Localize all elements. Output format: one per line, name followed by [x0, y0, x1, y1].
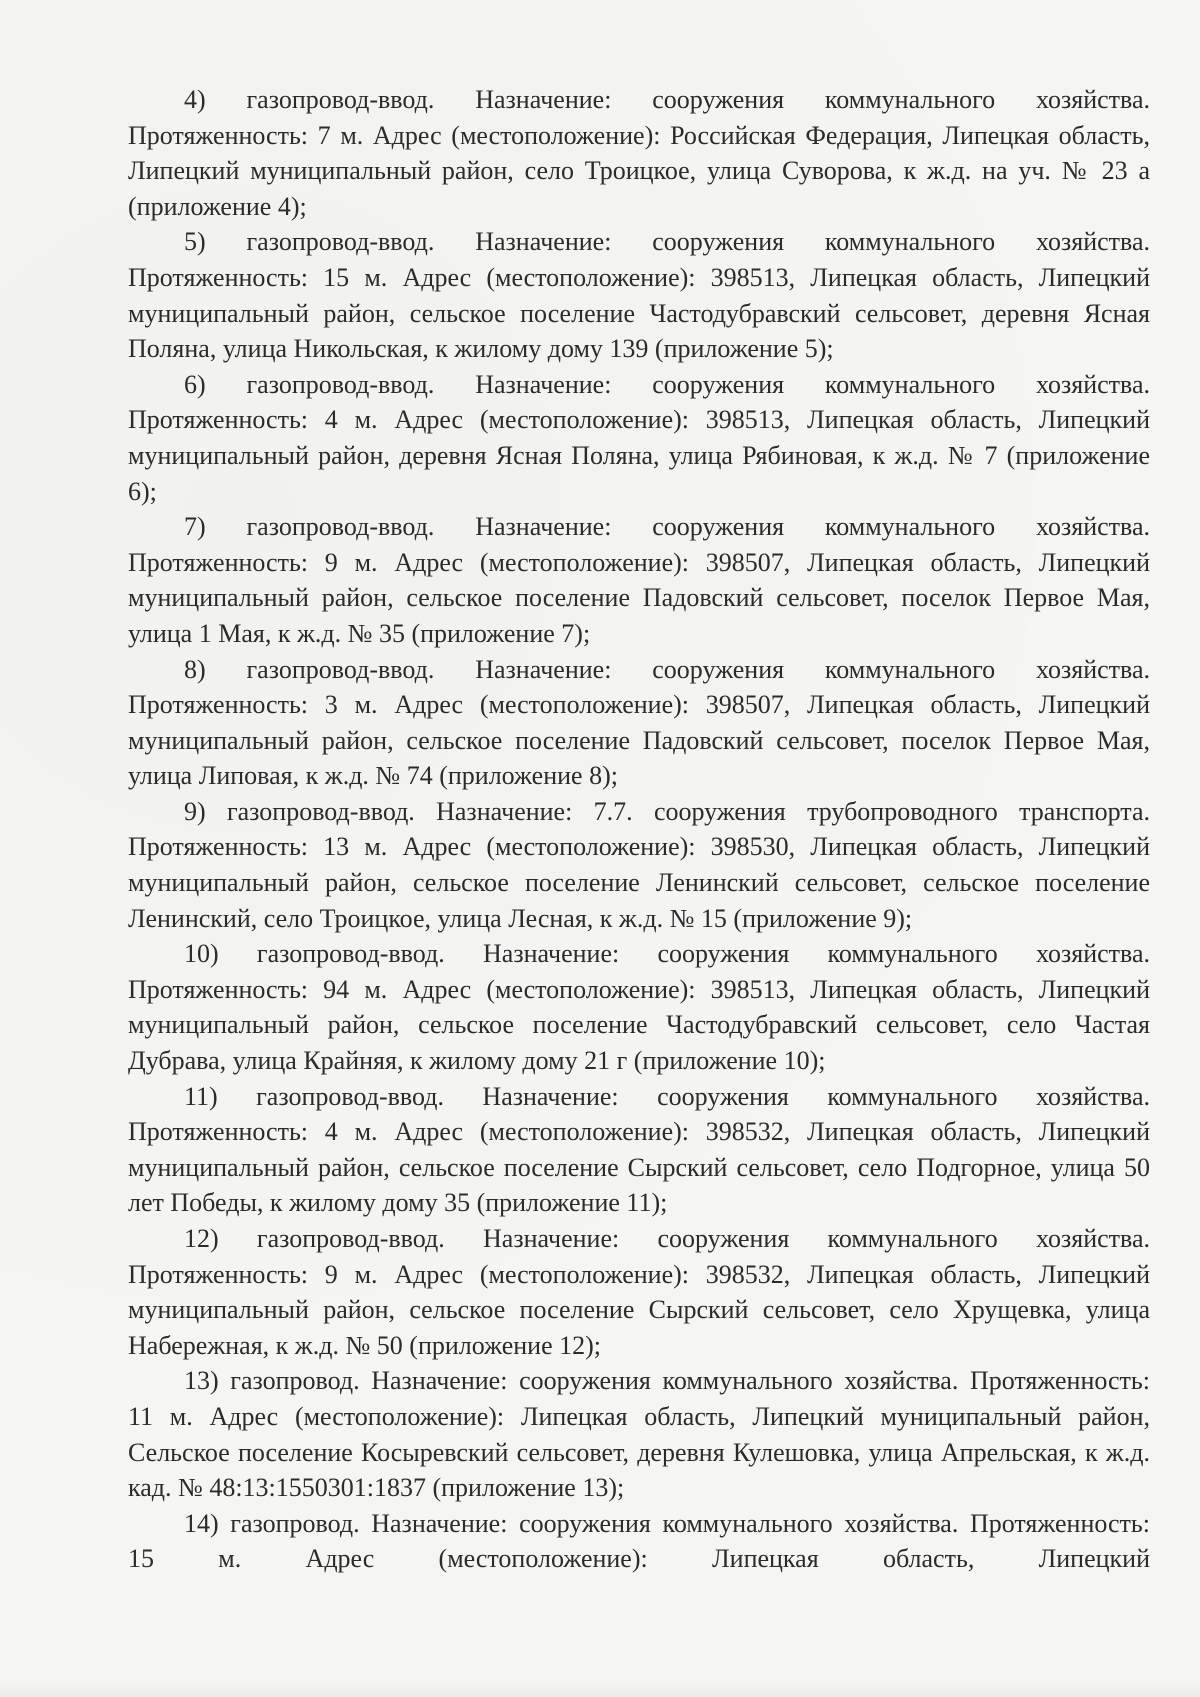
- list-item-10: 10) газопровод-ввод. Назначение: сооружения коммунального хозяйства. Протяженность: 94 м. Адрес (местоположение): 398513, Липецкая область, Липецкий муниципальный район, сельское поселение Частодубравский сельсовет, село Частая Дубрава, улица Крайняя, к жилому дому 21 г (приложение 10);: [128, 939, 1150, 1076]
- list-item-9: 9) газопровод-ввод. Назначение: 7.7. сооружения трубопроводного транспорта. Протяженность: 13 м. Адрес (местоположение): 398530, Липецкая область, Липецкий муниципальный район, сельское поселение Ленинский сельсовет, сельское поселение Ленинский, село Троицкое, улица Лесная, к ж.д. № 15 (приложение 9);: [128, 796, 1150, 933]
- list-item-12: 12) газопровод-ввод. Назначение: сооружения коммунального хозяйства. Протяженность: 9 м. Адрес (местоположение): 398532, Липецкая область, Липецкий муниципальный район, сельское поселение Сырский сельсовет, село Хрущевка, улица Набережная, к ж.д. № 50 (приложение 12);: [128, 1224, 1150, 1360]
- list-item-8: 8) газопровод-ввод. Назначение: сооружения коммунального хозяйства. Протяженность: 3 м. Адрес (местоположение): 398507, Липецкая область, Липецкий муниципальный район, сельское поселение Падовский сельсовет, поселок Первое Мая, улица Липовая, к ж.д. № 74 (приложение 8);: [128, 654, 1150, 791]
- list-item-5: 5) газопровод-ввод. Назначение: сооружения коммунального хозяйства. Протяженность: 15 м. Адрес (местоположение): 398513, Липецкая область, Липецкий муниципальный район, сельское поселение Частодубравский сельсовет, деревня Ясная Поляна, улица Никольская, к жилому дому 139 (приложение 5);: [128, 227, 1150, 364]
- list-item-13: 13) газопровод. Назначение: сооружения коммунального хозяйства. Протяженность: 11 м. Адрес (местоположение): Липецкая область, Липецкий муниципальный район, Сельское поселение Косыревский сельсовет, деревня Кулешовка, улица Апрельская, к ж.д. кад. № 48:13:1550301:1837 (приложение 13);: [128, 1366, 1150, 1503]
- list-item-11: 11) газопровод-ввод. Назначение: сооружения коммунального хозяйства. Протяженность: 4 м. Адрес (местоположение): 398532, Липецкая область, Липецкий муниципальный район, сельское поселение Сырский сельсовет, село Подгорное, улица 50 лет Победы, к жилому дому 35 (приложение 11);: [128, 1081, 1150, 1218]
- scan-bottom-edge: [0, 1683, 1200, 1697]
- list-item-4: 4) газопровод-ввод. Назначение: сооружения коммунального хозяйства. Протяженность: 7 м. Адрес (местоположение): Российская Федерация, Липецкая область, Липецкий муниципальный район, село Троицкое, улица Суворова, к ж.д. на уч. № 23 а (приложение 4);: [128, 85, 1150, 221]
- list-item-7: 7) газопровод-ввод. Назначение: сооружения коммунального хозяйства. Протяженность: 9 м. Адрес (местоположение): 398507, Липецкая область, Липецкий муниципальный район, сельское поселение Падовский сельсовет, поселок Первое Мая, улица 1 Мая, к ж.д. № 35 (приложение 7);: [128, 512, 1150, 648]
- list-item-6: 6) газопровод-ввод. Назначение: сооружения коммунального хозяйства. Протяженность: 4 м. Адрес (местоположение): 398513, Липецкая область, Липецкий муниципальный район, деревня Ясная Поляна, улица Рябиновая, к ж.д. № 7 (приложение 6);: [128, 369, 1150, 506]
- list-item-14: 14) газопровод. Назначение: сооружения коммунального хозяйства. Протяженность: 15 м. Адрес (местоположение): Липецкая область, Липецкий: [128, 1508, 1150, 1574]
- document-body: [128, 82, 1150, 1577]
